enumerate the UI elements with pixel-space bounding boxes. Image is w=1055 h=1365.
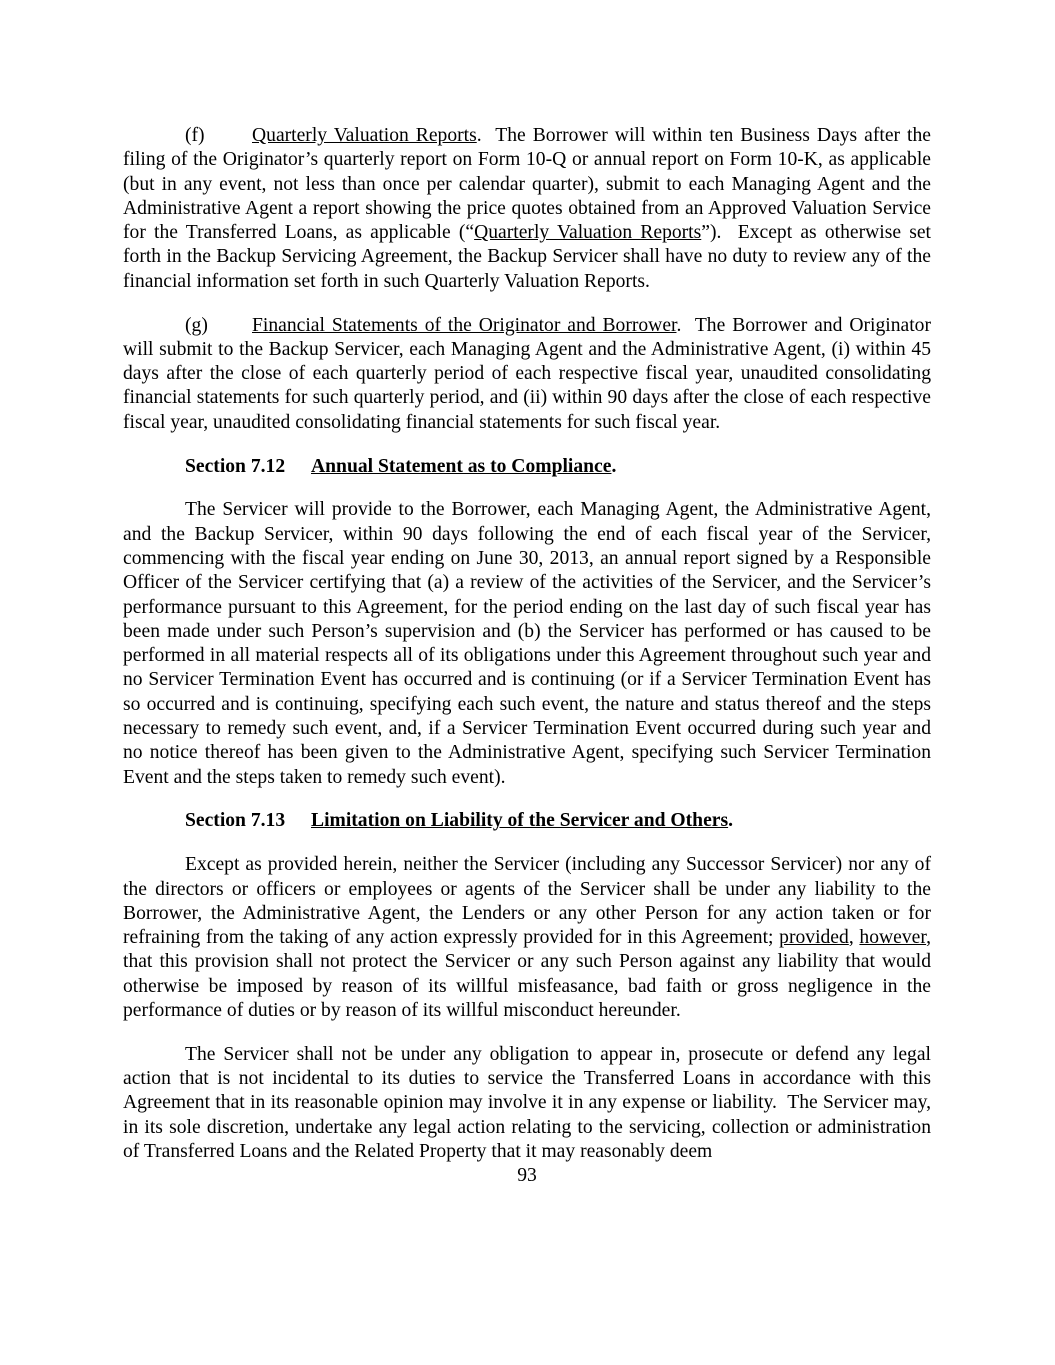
proviso-term-however: however: [859, 927, 927, 949]
paragraph-f-text-1: . The Borrower will within ten Business Days after the filing of the Originator’s quarterly report on Form 10-Q or annual report on Form 10-K, as applicable (but in any event, not less than once per calendar quarter), submit to each Managing Agent and the Administrative Agent a report showing the price quotes obtained from an Approved Valuation Service for the Transferred Loans, as applicable (“: [123, 125, 931, 244]
section-7-12-title: Annual Statement as to Compliance: [311, 455, 612, 477]
section-7-13-title: Limitation on Liability of the Servicer and Others: [311, 810, 729, 832]
proviso-comma: ,: [848, 927, 860, 949]
paragraph-g-text: . The Borrower and Originator will submit to the Backup Servicer, each Managing Agent and the Administrative Agent, (i) within 45 days after the close of each quarterly period of each respective fiscal year, unaudited consolidating financial statements for such quarterly period, and (ii) within 90 days after the close of each respective fiscal year, unaudited consolidating financial statements for such fiscal year.: [123, 314, 931, 433]
defined-term-quarterly-valuation-reports: Quarterly Valuation Reports: [474, 222, 702, 244]
section-7-13-paragraph-2-text: The Servicer shall not be under any obligation to appear in, prosecute or defend any legal action that is not incidental to its duties to service the Transferred Loans in accordance with this Agreement that in its reasonable opinion may involve it in any expense or liability. The Servicer may, in its sole discretion, undertake any legal action relating to the servicing, collection or administration of Transferred Loans and the Related Property that it may reasonably deem: [123, 1043, 931, 1162]
paragraph-g: [123, 314, 931, 435]
paragraph-g-heading: Financial Statements of the Originator and Borrower: [252, 314, 677, 336]
page-content: [123, 124, 931, 1189]
section-7-13-heading: [123, 809, 931, 833]
paragraph-g-label: (g): [185, 314, 208, 336]
section-7-12-paragraph-text: The Servicer will provide to the Borrower, each Managing Agent, the Administrative Agent, and the Backup Servicer, within 90 days following the end of each fiscal year of the Servicer, commencing with the fiscal year ending on June 30, 2013, an annual report signed by a Responsible Officer of the Servicer certifying that (a) a review of the activities of the Servicer, and the Servicer’s performance pursuant to this Agreement, for the period ending on the last day of such fiscal year has been made under such Person’s supervision and (b) the Servicer has performed or has caused to be performed in all material respects all of its obligations under this Agreement throughout such year and no Servicer Termination Event has occurred and is continuing (or if a Servicer Termination Event has so occurred and is continuing, specifying each such event, the nature and status thereof and the steps necessary to remedy such event, and, if a Servicer Termination Event occurred during such year and no notice thereof has been given to the Administrative Agent, specifying such Servicer Termination Event and the steps taken to remedy such event).: [123, 499, 931, 788]
proviso-term-provided: provided: [779, 927, 849, 949]
section-7-13-period: .: [728, 810, 733, 832]
section-7-13-paragraph-2: [123, 1043, 931, 1164]
section-7-13-label: Section 7.13: [185, 810, 286, 832]
section-7-12-paragraph: [123, 498, 931, 790]
section-7-12-heading: [123, 455, 931, 479]
section-7-13-paragraph-1-text-1: Except as provided herein, neither the Servicer (including any Successor Servicer) nor any of the directors or officers or employees or agents of the Servicer shall be under any liability to the Borrower, the Administrative Agent, the Lenders or any other Person for any action taken or for refraining from the taking of any action expressly provided for in this Agreement;: [123, 854, 931, 949]
section-7-12-period: .: [611, 455, 617, 477]
section-7-13-paragraph-1: [123, 853, 931, 1023]
page-number: 93: [517, 1165, 537, 1187]
paragraph-f-heading: Quarterly Valuation Reports: [252, 125, 477, 146]
section-7-13-paragraph-1-text-2: , that this provision shall not protect the Servicer or any such Person against any liability that would otherwise be imposed by reason of its willful misfeasance, bad faith or gross negligence in the performance of duties or by reason of its willful misconduct hereunder.: [123, 927, 931, 1021]
section-7-12-label: Section 7.12: [185, 455, 286, 477]
paragraph-f: [123, 124, 931, 294]
paragraph-f-text-2: ”). Except as otherwise set forth in the Backup Servicing Agreement, the Backup Servicer shall have no duty to review any of the financial information set forth in such Quarterly Valuation Reports.: [123, 222, 931, 292]
paragraph-f-label: (f): [185, 125, 205, 146]
